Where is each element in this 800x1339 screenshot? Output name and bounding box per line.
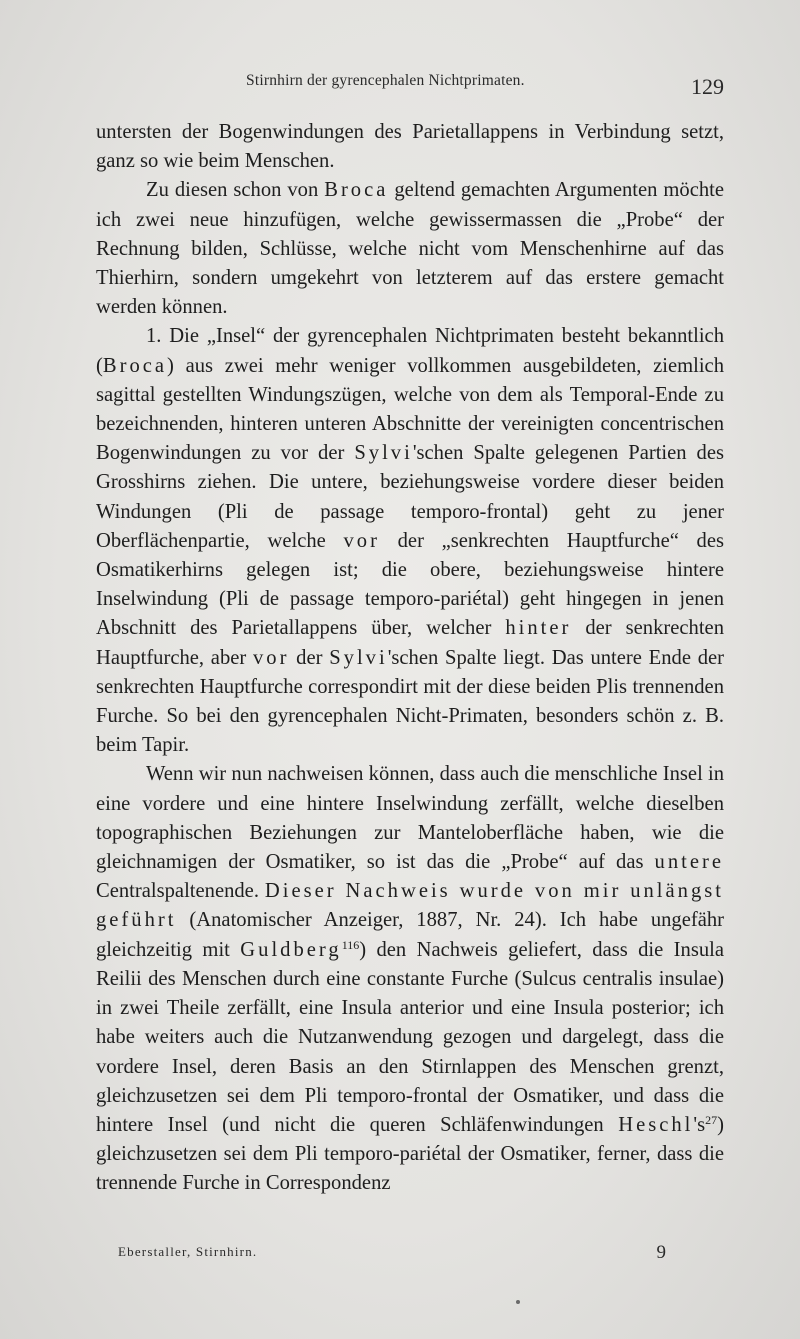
paragraph-proof xyxy=(96,760,724,1198)
emphasis: vor xyxy=(343,529,380,552)
paragraph-text: 'schen Spalte gelegenen Partien des Grosshirns ziehen. Die untere, beziehungsweise vordere dieser beiden Windungen (Pli de passage temporo-frontal) geht zu jener Oberflächenpartie, welche xyxy=(96,442,724,552)
reference-number: 116 xyxy=(341,937,360,952)
running-title: Stirnhirn der gyrencephalen Nichtprimaten. xyxy=(246,72,525,89)
reference-number: 27 xyxy=(705,1112,718,1127)
paragraph-text: ) gleichzusetzen sei dem Pli temporo-pariétal der Osmatiker, ferner, dass die trennende Furche in Correspondenz xyxy=(96,1113,724,1195)
paragraph-text: (Anatomischer Anzeiger, 1887, Nr. 24). Ich habe ungefähr gleichzeitig mit xyxy=(96,909,724,961)
paragraph-text: untersten der Bogenwindungen des Parietallappens in Verbindung setzt, ganz so wie beim Menschen. xyxy=(96,121,724,173)
paragraph-text: Centralspaltenende. xyxy=(96,880,265,903)
author-name: Sylvi xyxy=(354,442,413,465)
page-footer xyxy=(118,1242,678,1266)
emphasis: Dieser Nachweis wurde von mir unlängst geführt xyxy=(96,880,724,932)
emphasis: vor xyxy=(252,646,290,669)
emphasis: hinter xyxy=(505,617,572,640)
paragraph-insel xyxy=(96,322,724,760)
paper-speck xyxy=(516,1300,520,1304)
paragraph-text: 1. Die „Insel“ der gyrencephalen Nichtprimaten besteht bekanntlich ( xyxy=(96,325,724,377)
sheet-number: 9 xyxy=(656,1242,666,1263)
paragraph-text: geltend gemachten Argumenten möchte ich zwei neue hinzufügen, welche gewissermassen die „Probe“ der Rechnung bilden, Schlüsse, welche nicht vom Menschenhirne auf das Thierhirn, sondern umgekehrt von letzterem auf das erstere gemacht werden können. xyxy=(96,179,724,319)
author-name: Heschl xyxy=(618,1113,694,1136)
paragraph-text: Zu diesen schon von xyxy=(146,179,325,202)
paragraph-text: der „senkrechten Hauptfurche“ des Osmatikerhirns gelegen ist; die obere, beziehungsweise hintere Inselwindung (Pli de passage temporo-pariétal) geht hingegen in jenen Abschnitt des Parietallappens über, welcher xyxy=(96,529,724,640)
paragraph-text: ) den Nachweis geliefert, dass die Insula Reilii des Menschen durch eine constante Furche (Sulcus centralis insulae) in zwei Theile zerfällt, eine Insula anterior und eine Insula posterior; ich habe weiters auch die Nutzanwendung gezogen und dargelegt, dass die vordere Insel, deren Basis an den Stirnlappen des Menschen grenzt, gleichzusetzen sei dem Pli temporo-frontal der Osmatiker, und dass die hintere Insel (und nicht die queren Schläfenwindungen xyxy=(96,938,724,1136)
paragraph-arguments xyxy=(96,176,724,322)
paragraph-continuation xyxy=(96,118,724,176)
page-header xyxy=(96,70,724,100)
body-text xyxy=(96,118,724,1199)
author-name: Broca xyxy=(324,179,389,202)
printer-signature: Eberstaller, Stirnhirn. xyxy=(118,1244,258,1259)
paragraph-text: der senkrechten Hauptfurche, aber xyxy=(96,617,724,669)
paragraph-text: 'schen Spalte liegt. Das untere Ende der senkrechten Hauptfurche correspondirt mit der diese beiden Plis trennenden Furche. So bei den gyrencephalen Nicht-Primaten, besonders schön z. B. beim Tapir. xyxy=(96,646,724,757)
paragraph-text: der xyxy=(289,646,330,669)
author-name: Broca xyxy=(102,354,168,377)
paragraph-text: ) aus zwei mehr weniger vollkommen ausgebildeten, ziemlich sagittal gestellten Windungszügen, welche von dem als Temporal-Ende zu bezeichnenden, hinteren unteren Abschnitte der vereinigten concentrischen Bogenwindungen zu vor der xyxy=(96,354,724,465)
paragraph-text: 's xyxy=(693,1113,706,1136)
page-number: 129 xyxy=(691,74,724,99)
author-name: Guldberg xyxy=(240,938,342,961)
author-name: Sylvi xyxy=(329,646,388,669)
emphasis: untere xyxy=(654,851,724,874)
paragraph-text: Wenn wir nun nachweisen können, dass auch die menschliche Insel in eine vordere und eine hintere Inselwindung zerfällt, welche dieselben topographischen Beziehungen zur Manteloberfläche haben, wie die gleichnamigen der Osmatiker, so ist das die „Probe“ auf das xyxy=(96,763,724,874)
